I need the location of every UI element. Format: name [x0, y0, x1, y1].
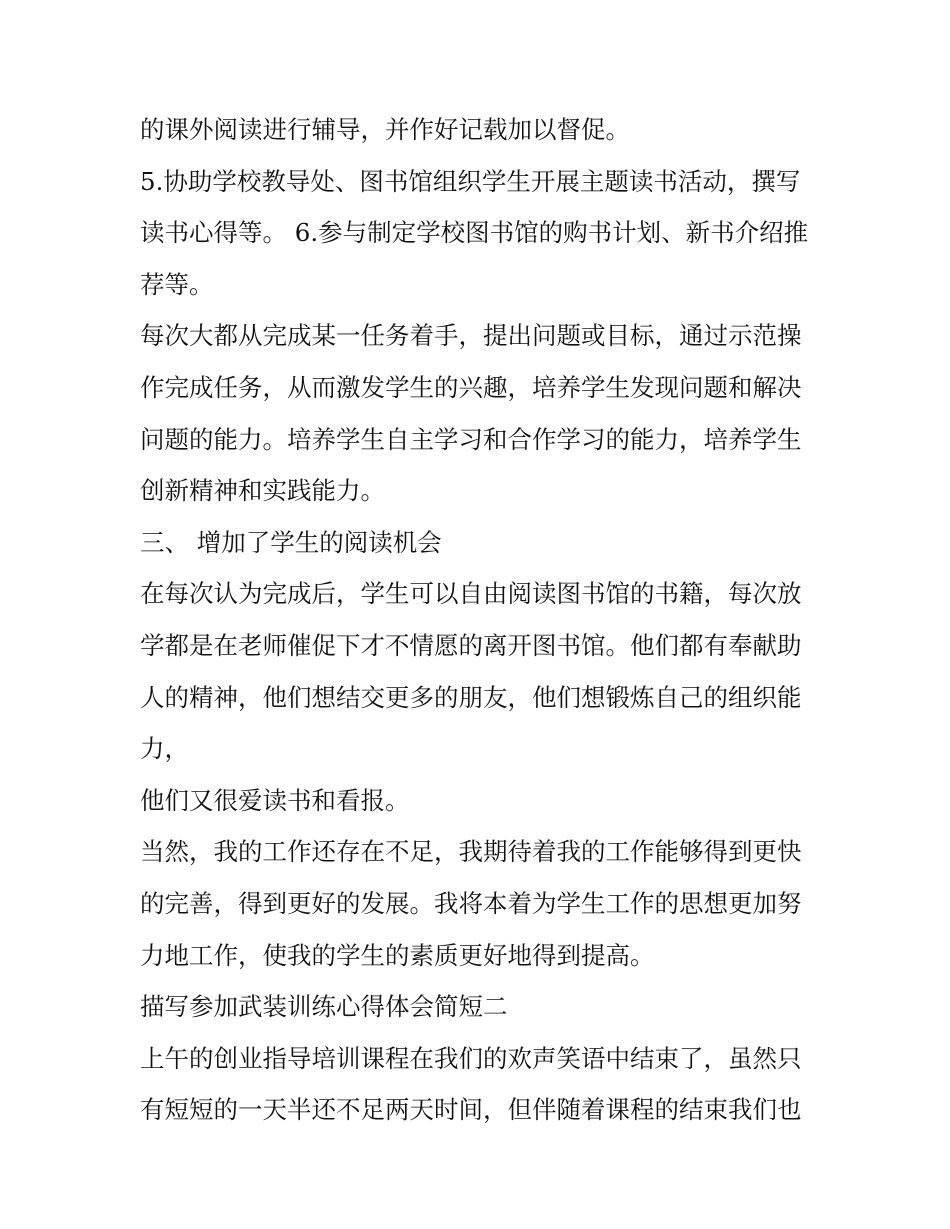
text-line: 学都是在老师催促下才不情愿的离开图书馆。他们都有奉献助: [140, 630, 802, 660]
text-line: 人的精神，他们想结交更多的朋友，他们想锻炼自己的组织能: [140, 682, 802, 712]
text-line: 他们又很爱读书和看报。: [140, 785, 410, 815]
text-line: 的课外阅读进行辅导，并作好记载加以督促。: [140, 115, 630, 144]
text-line: 有短短的一天半还不足两天时间，但伴随着课程的结束我们也: [140, 1095, 802, 1125]
section-heading: 描写参加武装训练心得体会简短二: [140, 992, 508, 1022]
text-line: 5.协助学校教导处、图书馆组织学生开展主题读书活动，撰写: [140, 166, 801, 196]
section-heading: 三、 增加了学生的阅读机会: [140, 527, 442, 557]
text-line: 问题的能力。培养学生自主学习和合作学习的能力，培养学生: [140, 424, 802, 454]
text-line: 作完成任务，从而激发学生的兴趣，培养学生发现问题和解决: [140, 372, 802, 402]
text-line: 在每次认为完成后，学生可以自由阅读图书馆的书籍，每次放: [140, 579, 802, 609]
text-line: 创新精神和实践能力。: [140, 476, 385, 506]
text-line: 每次大都从完成某一任务着手，提出问题或目标，通过示范操: [140, 321, 802, 351]
text-line: 上午的创业指导培训课程在我们的欢声笑语中结束了，虽然只: [140, 1043, 802, 1073]
text-line: 荐等。: [140, 269, 214, 299]
text-line: 当然，我的工作还存在不足，我期待着我的工作能够得到更快: [140, 837, 802, 867]
document-body: [140, 104, 820, 1136]
text-line: 力地工作，使我的学生的素质更好地得到提高。: [140, 940, 655, 970]
text-line: 读书心得等。 6.参与制定学校图书馆的购书计划、新书介绍推: [140, 218, 809, 248]
text-line: 的完善，得到更好的发展。我将本着为学生工作的思想更加努: [140, 888, 802, 918]
text-line: 力，: [140, 734, 189, 764]
